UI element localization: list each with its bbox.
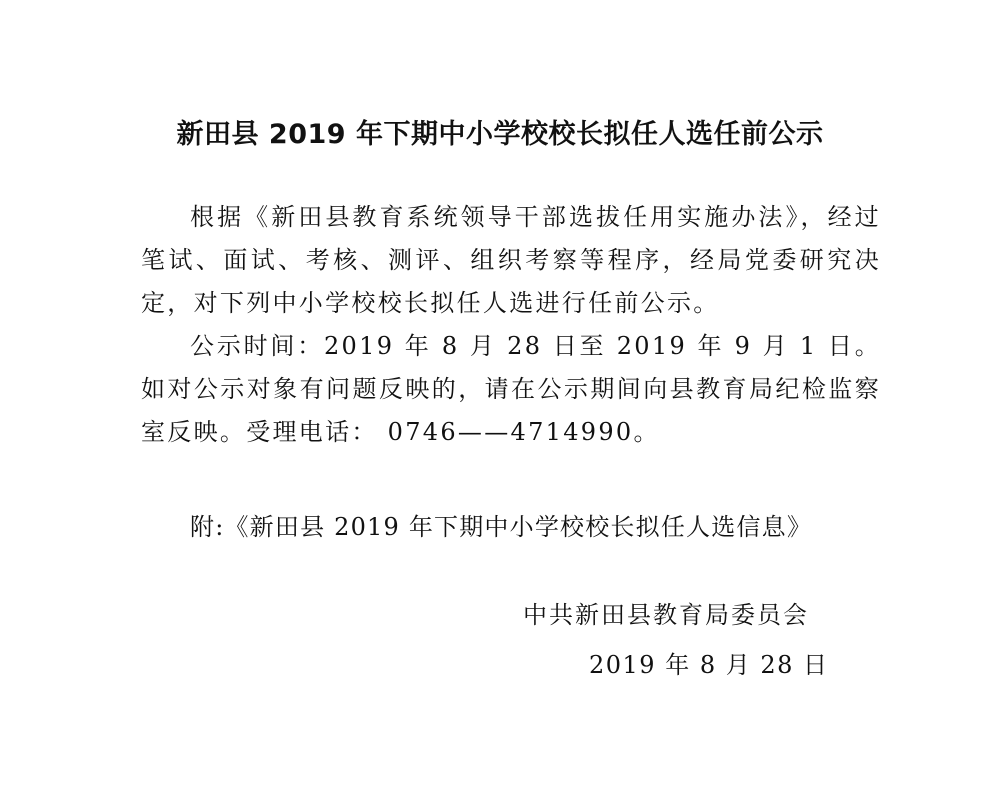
paragraph-publicity-period: 公示时间：2019 年 8 月 28 日至 2019 年 9 月 1 日。如对公示对象有问题反映的，请在公示期间向县教育局纪检监察室反映。受理电话： 0746——4714990。 — [141, 332, 881, 446]
attachment-note: 附:《新田县 2019 年下期中小学校校长拟任人选信息》 — [190, 513, 813, 541]
document-title: 新田县 2019 年下期中小学校校长拟任人选任前公示 — [176, 119, 824, 150]
issue-date: 2019 年 8 月 28 日 — [589, 651, 829, 679]
paragraph-basis: 根据《新田县教育系统领导干部选拔任用实施办法》，经过笔试、面试、考核、测评、组织考察等程序，经局党委研究决定，对下列中小学校校长拟任人选进行任前公示。 — [141, 203, 881, 317]
issuer-signature: 中共新田县教育局委员会 — [523, 601, 809, 629]
